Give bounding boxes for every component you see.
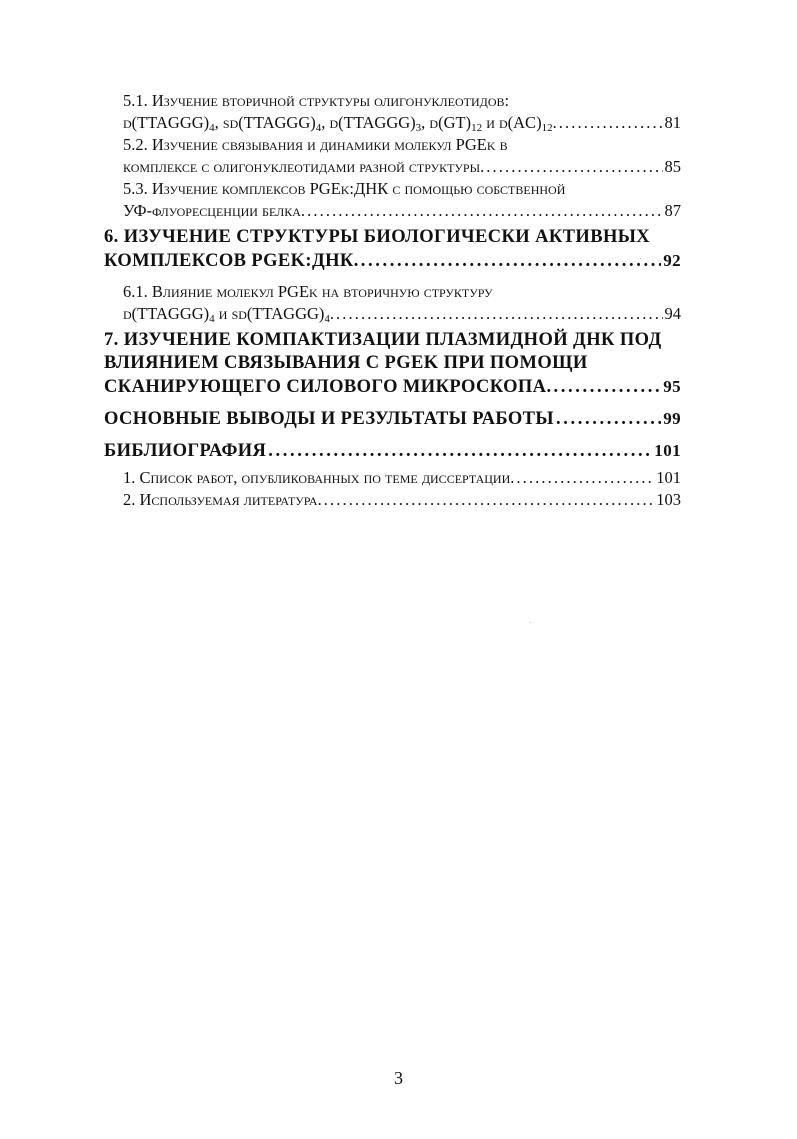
toc-entry-bib-1[interactable]	[123, 467, 681, 489]
toc-page-number: 87	[664, 201, 681, 220]
dot-leader	[556, 408, 661, 431]
toc-chapter-title-cont: КОМПЛЕКСОВ PGEK:ДНК.	[104, 251, 359, 271]
toc-chapter-title: 7. ИЗУЧЕНИЕ КОМПАКТИЗАЦИИ ПЛАЗМИДНОЙ ДНК ПОД	[104, 330, 662, 350]
toc-entry-title: 5.2. Изучение связывания и динамики молекул PGEk в	[123, 135, 508, 154]
toc-chapter-title-cont: СКАНИРУЮЩЕГО СИЛОВОГО МИКРОСКОПА.	[104, 377, 552, 397]
toc-entry-5-3[interactable]	[123, 178, 681, 222]
dot-leader	[486, 156, 662, 178]
toc-entry-5-2[interactable]	[123, 134, 681, 178]
dot-leader	[268, 440, 652, 463]
toc-chapter-title: БИБЛИОГРАФИЯ	[104, 441, 267, 461]
toc-page-number: 95	[663, 377, 681, 396]
toc-entry-title: 2. Используемая литература.	[123, 490, 322, 509]
toc-page-number: 103	[656, 490, 681, 509]
scan-speck	[530, 622, 531, 623]
toc-entry-sequences: $d(TTAGGG)_4$ и $sd(TTAGGG)_4$.	[123, 304, 335, 325]
dot-leader	[559, 112, 663, 134]
toc-entry-title-cont: комплексе с олигонуклеотидами разной структуры.	[123, 157, 485, 176]
dot-leader	[324, 489, 655, 511]
toc-bibliography[interactable]	[104, 439, 681, 463]
toc-chapter-6[interactable]	[104, 226, 681, 273]
toc-page-number: 81	[664, 113, 681, 132]
toc-entry-title-cont: УФ-флуоресценции белка.	[123, 201, 306, 220]
toc-page-number: 92	[663, 251, 681, 270]
toc-chapter-title: ОСНОВНЫЕ ВЫВОДЫ И РЕЗУЛЬТАТЫ РАБОТЫ	[104, 409, 554, 429]
toc-entry-title: 1. Список работ, опубликованных по теме диссертации.	[123, 468, 515, 487]
toc-page-number: 94	[664, 304, 681, 323]
toc-entry-6-1[interactable]	[123, 281, 681, 325]
toc-entry-bib-2[interactable]	[123, 489, 681, 511]
dot-leader	[336, 303, 662, 325]
toc-chapter-title-cont: ВЛИЯНИЕМ СВЯЗЫВАНИЯ С PGEK ПРИ ПОМОЩИ	[104, 353, 588, 373]
dot-leader	[553, 376, 661, 399]
toc-entry-title: 6.1. Влияние молекул PGEk на вторичную структуру	[123, 282, 493, 301]
toc-page-number: 101	[656, 468, 681, 487]
dot-leader	[307, 200, 662, 222]
toc-page-number: 85	[664, 157, 681, 176]
table-of-contents	[104, 90, 681, 511]
toc-entry-sequences: $d(TTAGGG)_4$, $sd(TTAGGG)_4$, $d(TTAGGG)_3$, $d(GT)_{12}$ и $d(AC)_{12}$.	[123, 113, 557, 134]
dot-leader	[516, 467, 654, 489]
toc-chapter-title: 6. ИЗУЧЕНИЕ СТРУКТУРЫ БИОЛОГИЧЕСКИ АКТИВНЫХ	[104, 227, 651, 247]
toc-conclusions[interactable]	[104, 407, 681, 431]
page-number: 3	[394, 1068, 403, 1088]
toc-entry-5-1[interactable]	[123, 90, 681, 134]
toc-entry-title: 5.1. Изучение вторичной структуры олигонуклеотидов:	[123, 91, 510, 110]
dot-leader	[361, 250, 661, 273]
toc-chapter-7[interactable]	[104, 329, 681, 399]
toc-entry-title: 5.3. Изучение комплексов PGEk:ДНК с помощью собственной	[123, 179, 566, 198]
toc-page-number: 99	[663, 409, 681, 428]
toc-page-number: 101	[654, 441, 681, 460]
scan-speck	[640, 258, 641, 259]
